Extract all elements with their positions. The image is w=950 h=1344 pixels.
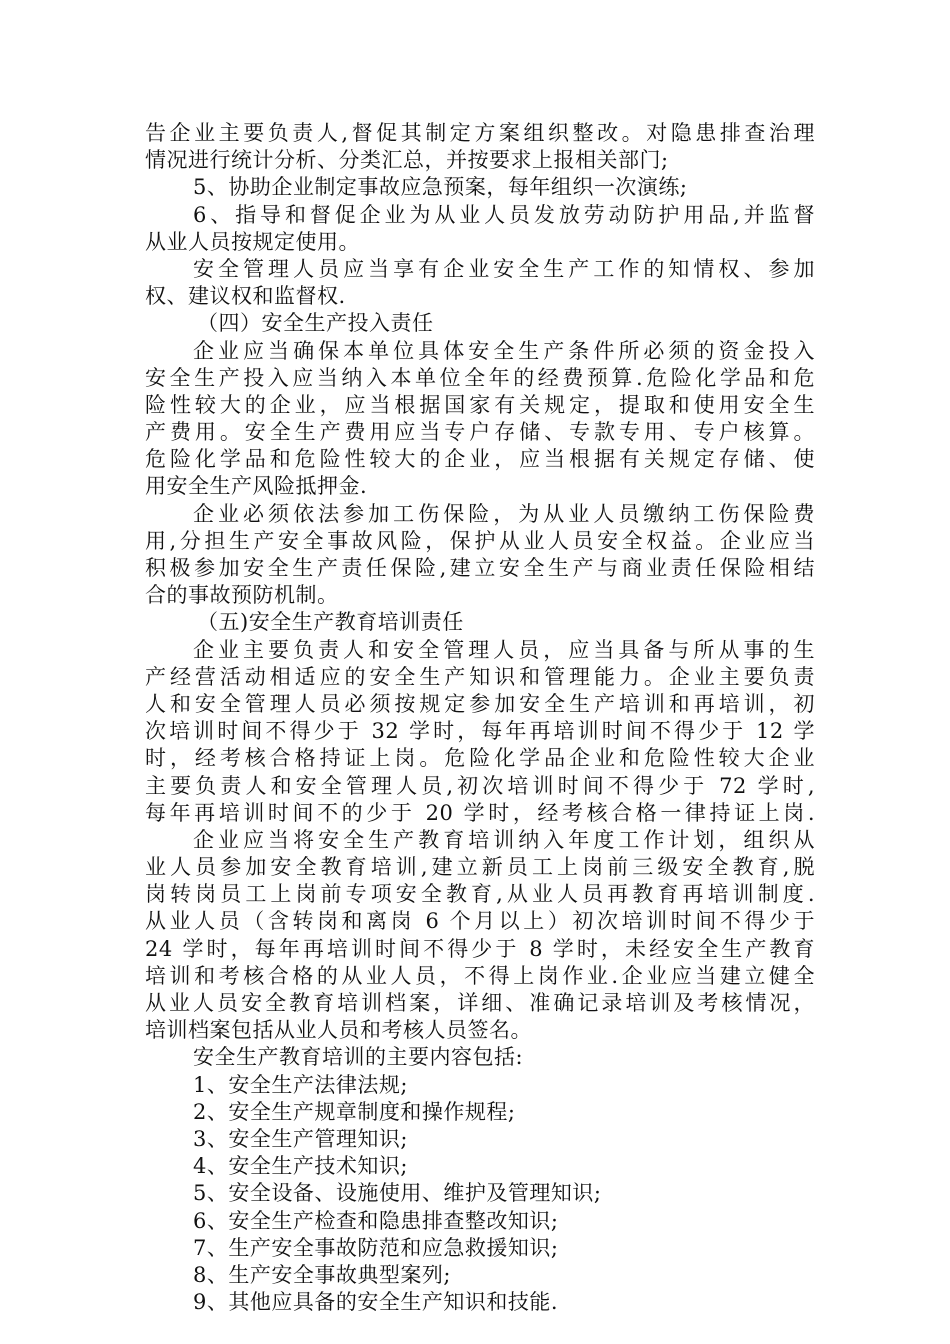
- text-line: 企业必须依法参加工伤保险，为从业人员缴纳工伤保险费: [193, 501, 815, 526]
- text-line: 5、协助企业制定事故应急预案，每年组织一次演练;: [193, 175, 688, 200]
- text-line: 用安全生产风险抵押金.: [145, 474, 368, 499]
- list-item: 9、其他应具备的安全生产知识和技能.: [193, 1290, 559, 1315]
- list-item: 5、安全设备、设施使用、维护及管理知识;: [193, 1181, 602, 1206]
- text-line: 岗转岗员工上岗前专项安全教育,从业人员再教育再培训制度.: [145, 882, 815, 907]
- text-line: 主要负责人和安全管理人员,初次培训时间不得少于 72 学时,: [145, 773, 815, 798]
- text-line: 产经营活动相适应的安全生产知识和管理能力。企业主要负责: [145, 664, 815, 689]
- text-line: 时，经考核合格持证上岗。危险化学品企业和危险性较大企业: [145, 746, 815, 771]
- text-line: 告企业主要负责人,督促其制定方案组织整改。对隐患排查治理: [145, 121, 815, 145]
- text-line: 合的事故预防机制。: [145, 583, 339, 608]
- text-line: 企业应当确保本单位具体安全生产条件所必须的资金投入: [193, 338, 815, 363]
- list-item: 6、安全生产检查和隐患排查整改知识;: [193, 1208, 559, 1233]
- list-item: 4、安全生产技术知识;: [193, 1154, 408, 1179]
- section-heading: （五)安全生产教育培训责任: [197, 610, 464, 635]
- text-line: 危险化学品和危险性较大的企业，应当根据有关规定存储、使: [145, 447, 815, 472]
- text-line: 从业人员（含转岗和离岗 6 个月以上）初次培训时间不得少于: [145, 909, 815, 934]
- text-line: 险性较大的企业，应当根据国家有关规定，提取和使用安全生: [145, 392, 815, 417]
- text-line: 业人员参加安全教育培训,建立新员工上岗前三级安全教育,脱: [145, 855, 815, 880]
- text-line: 24 学时，每年再培训时间不得少于 8 学时，未经安全生产教育: [145, 936, 815, 961]
- text-line: 安全管理人员应当享有企业安全生产工作的知情权、参加: [193, 256, 815, 281]
- text-line: 用,分担生产安全事故风险，保护从业人员安全权益。企业应当: [145, 528, 815, 553]
- text-line: 情况进行统计分析、分类汇总，并按要求上报相关部门;: [145, 148, 669, 173]
- text-line: 每年再培训时间不的少于 20 学时，经考核合格一律持证上岗.: [145, 800, 815, 825]
- text-line: 积极参加安全生产责任保险,建立安全生产与商业责任保险相结: [145, 556, 815, 580]
- text-line: 从业人员按规定使用。: [145, 229, 360, 254]
- document-body: [145, 120, 815, 1316]
- text-line: 产费用。安全生产费用应当专户存储、专款专用、专户核算。: [145, 420, 815, 445]
- list-item: 7、生产安全事故防范和应急救援知识;: [193, 1235, 559, 1260]
- text-line: 从业人员安全教育培训档案，详细、准确记录培训及考核情况，: [145, 991, 815, 1015]
- text-line: 企业主要负责人和安全管理人员，应当具备与所从事的生: [193, 637, 815, 662]
- text-line: 次培训时间不得少于 32 学时，每年再培训时间不得少于 12 学: [145, 719, 815, 744]
- list-item: 2、安全生产规章制度和操作规程;: [193, 1099, 516, 1124]
- text-line: 人和安全管理人员必须按规定参加安全生产培训和再培训，初: [145, 691, 815, 716]
- text-line: 安全生产教育培训的主要内容包括:: [193, 1045, 524, 1070]
- list-item: 8、生产安全事故典型案列;: [193, 1262, 451, 1287]
- text-line: 培训和考核合格的从业人员，不得上岗作业.企业应当建立健全: [145, 963, 815, 988]
- text-line: 培训档案包括从业人员和考核人员签名。: [145, 1018, 532, 1043]
- list-item: 3、安全生产管理知识;: [193, 1126, 408, 1151]
- section-heading: （四）安全生产投入责任: [197, 311, 434, 336]
- text-line: 企业应当将安全生产教育培训纳入年度工作计划，组织从: [193, 827, 815, 852]
- text-line: 权、建议权和监督权.: [145, 284, 346, 309]
- list-item: 1、安全生产法律法规;: [193, 1072, 408, 1097]
- text-line: 安全生产投入应当纳入本单位全年的经费预算.危险化学品和危: [145, 365, 815, 390]
- text-line: 6、指导和督促企业为从业人员发放劳动防护用品,并监督: [193, 202, 815, 227]
